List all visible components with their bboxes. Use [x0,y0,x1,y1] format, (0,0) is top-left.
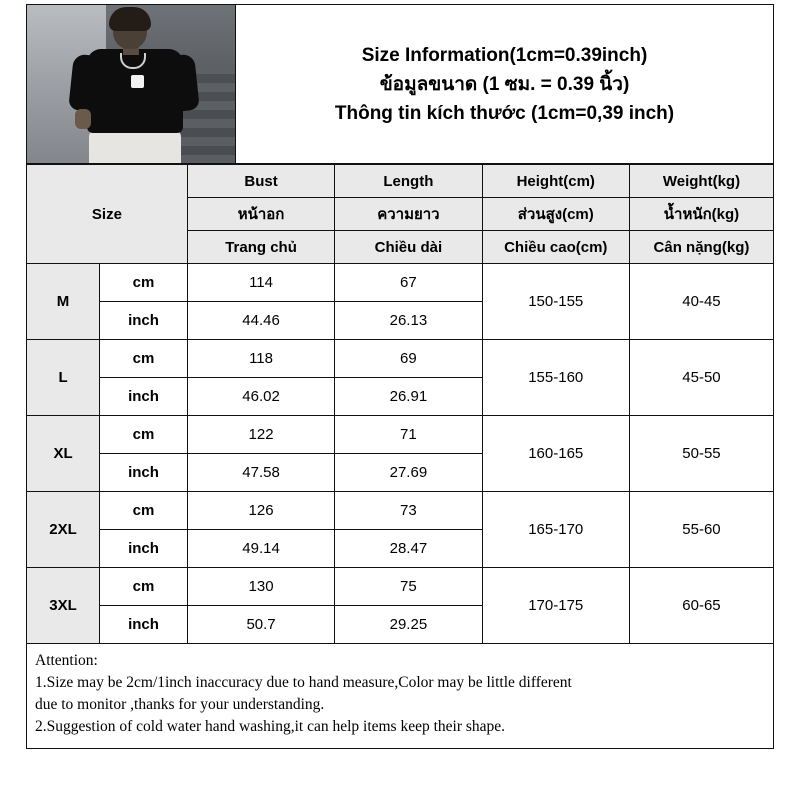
col-header-bust-en: Bust [187,165,334,198]
col-header-bust-vi: Trang chủ [187,231,334,264]
cell-height: 155-160 [482,340,629,416]
col-header-height-th: ส่วนสูง(cm) [482,198,629,231]
title-block [236,5,773,163]
row-unit-inch: inch [100,378,188,416]
title-line-th: ข้อมูลขนาด (1 ซม. = 0.39 นิ้ว) [379,73,630,95]
col-header-length-en: Length [335,165,482,198]
table-row [27,416,774,454]
cell-length-inch: 26.91 [335,378,482,416]
title-line-en: Size Information(1cm=0.39inch) [361,44,648,66]
size-table [26,164,774,644]
row-unit-cm: cm [100,568,188,606]
attention-line-2: due to monitor ,thanks for your understanding. [35,696,325,713]
cell-weight: 40-45 [629,264,773,340]
table-row [27,568,774,606]
row-unit-inch: inch [100,454,188,492]
cell-weight: 45-50 [629,340,773,416]
attention-block [26,644,774,749]
table-row [27,264,774,302]
cell-bust-inch: 49.14 [187,530,334,568]
cell-height: 150-155 [482,264,629,340]
cell-bust-cm: 126 [187,492,334,530]
attention-title: Attention: [35,652,98,669]
model-hand [75,109,91,129]
cell-weight: 55-60 [629,492,773,568]
model-pants [89,129,181,163]
col-header-length-vi: Chiều dài [335,231,482,264]
cell-bust-inch: 50.7 [187,606,334,644]
col-header-length-th: ความยาว [335,198,482,231]
col-header-weight-vi: Cân nặng(kg) [629,231,773,264]
row-unit-cm: cm [100,340,188,378]
cell-bust-inch: 46.02 [187,378,334,416]
table-row [27,340,774,378]
cell-bust-cm: 118 [187,340,334,378]
table-row [27,492,774,530]
cell-length-inch: 27.69 [335,454,482,492]
cell-bust-cm: 114 [187,264,334,302]
row-size-label: 2XL [27,492,100,568]
cell-bust-inch: 47.58 [187,454,334,492]
col-header-height-en: Height(cm) [482,165,629,198]
attention-line-1: 1.Size may be 2cm/1inch inaccuracy due to hand measure,Color may be little different [35,674,572,691]
cell-length-inch: 29.25 [335,606,482,644]
product-photo [27,5,236,163]
row-unit-inch: inch [100,606,188,644]
cell-height: 165-170 [482,492,629,568]
size-chart-sheet [0,4,800,804]
row-unit-cm: cm [100,416,188,454]
cell-length-inch: 26.13 [335,302,482,340]
col-header-weight-th: น้ำหนัก(kg) [629,198,773,231]
row-unit-inch: inch [100,530,188,568]
row-size-label: XL [27,416,100,492]
attention-line-3: 2.Suggestion of cold water hand washing,it can help items keep their shape. [35,718,506,735]
row-size-label: M [27,264,100,340]
cell-length-inch: 28.47 [335,530,482,568]
cell-weight: 50-55 [629,416,773,492]
cell-length-cm: 75 [335,568,482,606]
row-size-label: L [27,340,100,416]
row-unit-cm: cm [100,264,188,302]
cell-length-cm: 67 [335,264,482,302]
table-header-row-en [27,165,774,198]
cell-weight: 60-65 [629,568,773,644]
cell-height: 170-175 [482,568,629,644]
row-size-label: 3XL [27,568,100,644]
cell-height: 160-165 [482,416,629,492]
cell-bust-cm: 122 [187,416,334,454]
cell-bust-inch: 44.46 [187,302,334,340]
tshirt-logo-patch [131,75,144,88]
model-hair [109,7,151,31]
cell-bust-cm: 130 [187,568,334,606]
col-header-height-vi: Chiều cao(cm) [482,231,629,264]
col-header-weight-en: Weight(kg) [629,165,773,198]
title-line-vi: Thông tin kích thước (1cm=0,39 inch) [334,102,675,124]
size-column-header: Size [27,165,188,264]
row-unit-inch: inch [100,302,188,340]
cell-length-cm: 73 [335,492,482,530]
row-unit-cm: cm [100,492,188,530]
cell-length-cm: 69 [335,340,482,378]
cell-length-cm: 71 [335,416,482,454]
col-header-bust-th: หน้าอก [187,198,334,231]
header-band [26,4,774,164]
